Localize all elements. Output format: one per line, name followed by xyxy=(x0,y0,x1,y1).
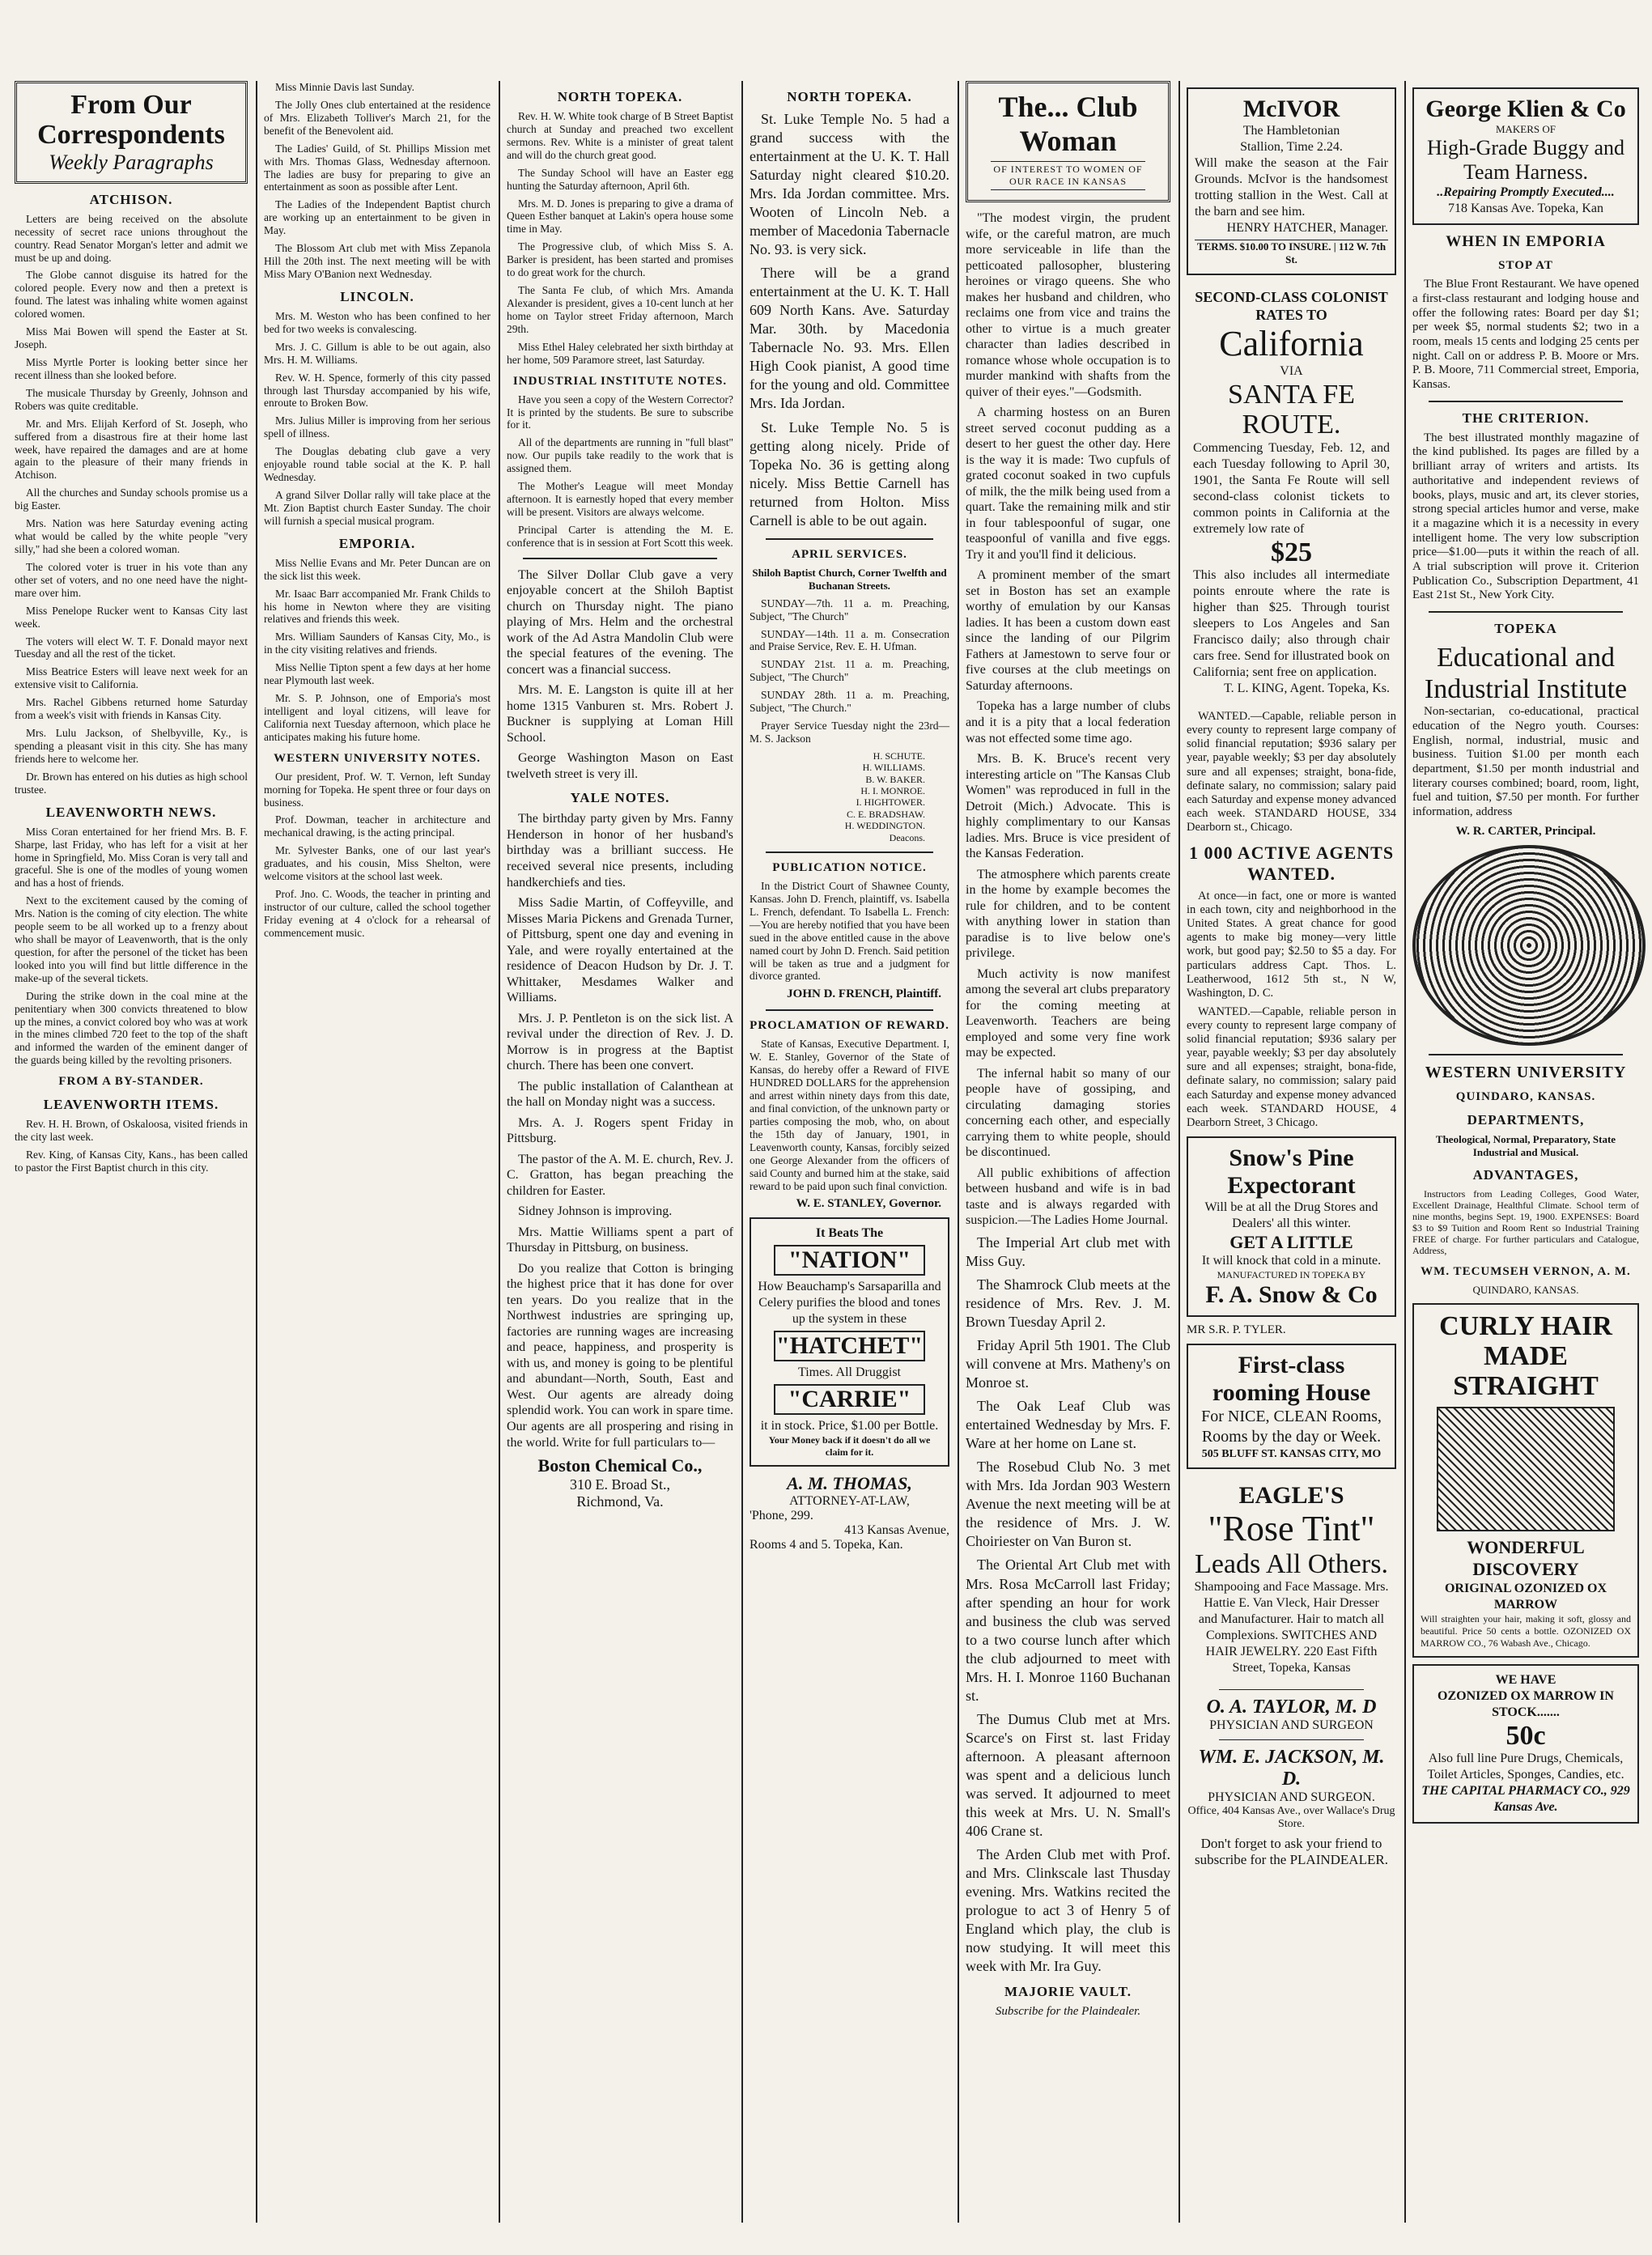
paragraph: The Globe cannot disguise its hatred for the colored people. Every now and then a pretext is found. The latest was inhaling white women against colored women. xyxy=(15,269,248,321)
ad-box-nation: "NATION" xyxy=(774,1245,925,1276)
divider xyxy=(1429,1054,1623,1055)
section-heading: LEAVENWORTH ITEMS. xyxy=(43,1097,219,1113)
paragraph: The Santa Fe club, of which Mrs. Amanda Alexander is president, gives a 10-cent lunch at her home on Taylor street Friday afternoon, March 29th. xyxy=(507,284,733,335)
paragraph: The musicale Thursday by Greenly, Johnson and Robers was quite creditable. xyxy=(15,386,248,412)
paragraph: Mrs. William Saunders of Kansas City, Mo., is in the city visiting relatives and friends. xyxy=(264,631,491,656)
paragraph: WANTED.—Capable, reliable person in every county to represent large company of solid financial reputation; $936 salary per year, payable weekly; $3 per day absolutely sure and all expenses; straight, bona-fide, definate salary, no commission; salary paid each Saturday and expense money advanced each week. STANDARD HOUSE, 334 Dearborn st., Chicago. xyxy=(1187,710,1396,834)
service-entry: SUNDAY 21st. 11 a. m. Preaching, Subject, "The Church" xyxy=(750,658,949,684)
paragraph: Rev. W. H. Spence, formerly of this city passed through last Thursday accompanied by his wife, enroute to Broken Bow. xyxy=(264,371,491,410)
divider xyxy=(523,558,717,559)
ad-line: OZONIZED OX MARROW IN STOCK....... xyxy=(1438,1688,1614,1719)
signoff: FROM A BY-STANDER. xyxy=(58,1075,204,1089)
service-entry: Prayer Service Tuesday night the 23rd—M. S. Jackson xyxy=(750,720,949,745)
snow-advertisement xyxy=(1187,1136,1396,1317)
institute-title: Educational and Industrial Institute xyxy=(1424,643,1628,705)
paragraph: Instructors from Leading Colleges, Good Water, Excellent Drainage, Healthful Climate. School term of nine months, begins Sept. 19, 1900. EXPENSES: Board $3 to $9 Tuition and Room Rent so Industrial Training FREE of charge. For further particulars and Catalogue, Address, xyxy=(1412,1187,1639,1257)
paragraph: The Ladies of the Independent Baptist church are working up an entertainment to be given in May. xyxy=(264,198,491,237)
ad-line: THE CAPITAL PHARMACY CO., 929 Kansas Ave. xyxy=(1421,1784,1630,1815)
paragraph: The Imperial Art club met with Miss Guy. xyxy=(966,1234,1170,1269)
divider xyxy=(766,1009,933,1011)
paragraph: The Oak Leaf Club was entertained Wednesday by Mrs. F. Ware at her home on Lane st. xyxy=(966,1398,1170,1452)
paragraph: George Washington Mason on East twelveth street is very ill. xyxy=(507,751,733,781)
paragraph: Mrs. Nation was here Saturday evening acting what would be called by the white people "very silly," had she been a colored woman. xyxy=(15,517,248,555)
portrait-image xyxy=(1437,1407,1615,1531)
paragraph: At once—in fact, one or more is wanted in each town, city and neighborhood in the United States. A great chance for good agents to make big money—very little work, but good pay; $2.50 to $5 a day. For particulars address Capt. Thos. L. Leatherwood, 1612 5th st., N W, Washington, D. C. xyxy=(1187,890,1396,1000)
deacon-name: H. SCHUTE. xyxy=(873,750,925,762)
ad-title: McIVOR xyxy=(1242,96,1340,122)
attorney-rooms: Rooms 4 and 5. Topeka, Kan. xyxy=(750,1538,903,1552)
ad-line: MR S.R. P. TYLER. xyxy=(1187,1323,1286,1336)
ad-title: CURLY HAIR MADE STRAIGHT xyxy=(1439,1310,1612,1402)
paragraph: The Rosebud Club No. 3 met with Mrs. Ida Jordan 903 Western Avenue the next meeting will be at the residence of Mrs. J. W. Choiriester on Van Buron st. xyxy=(966,1459,1170,1550)
paragraph: Mrs. Rachel Gibbens returned home Saturday from a week's visit with friends in Kansas City. xyxy=(15,696,248,722)
rooming-advertisement xyxy=(1187,1344,1396,1470)
section-heading: STOP AT xyxy=(1498,259,1553,273)
ad-price: 50c xyxy=(1505,1720,1546,1751)
ad-line: Will make the season at the Fair Grounds. McIvor is the handsomest trotting stallion in the West. Call at the barn and see him. xyxy=(1195,156,1388,219)
divider xyxy=(766,538,933,540)
ad-line: GET A LITTLE xyxy=(1229,1231,1353,1252)
ad-box-hatchet: "HATCHET" xyxy=(774,1331,925,1361)
ad-title: F. A. Snow & Co xyxy=(1205,1280,1378,1308)
paragraph: Miss Ethel Haley celebrated her sixth birthday at her home, 509 Paramore street, last Saturday. xyxy=(507,340,733,366)
paragraph: Rev. H. H. Brown, of Oskaloosa, visited friends in the city last week. xyxy=(15,1118,248,1144)
divider xyxy=(1429,611,1623,613)
club-woman-subtitle: OF INTEREST TO WOMEN OF OUR RACE IN KANSAS xyxy=(991,161,1145,190)
service-entry: SUNDAY 28th. 11 a. m. Preaching, Subject, "The Church." xyxy=(750,689,949,715)
paragraph: WANTED.—Capable, reliable person in every county to represent large company of solid financial reputation; $936 salary per year, payable weekly; $3 per day absolutely sure and all expenses; straight, bona-fide, definate salary, no commission; salary paid each Saturday and expense money advanced each week. STANDARD HOUSE, 4 Dearborn Street, 3 Chicago. xyxy=(1187,1004,1396,1129)
section-heading: NORTH TOPEKA. xyxy=(787,89,912,104)
divider xyxy=(1219,1739,1364,1740)
paragraph: Rev. King, of Kansas City, Kans., has been called to pastor the First Baptist church in this city. xyxy=(15,1149,248,1174)
ad-line: ..Repairing Promptly Executed.... xyxy=(1437,185,1615,200)
paragraph: Letters are being received on the absolute necessity of secret race unions throughout the country. Read Senator Morgan's letter and admit we must be up and doing. xyxy=(15,212,248,264)
paragraph: Miss Beatrice Esters will leave next week for an extensive visit to California. xyxy=(15,665,248,691)
paragraph: The Arden Club met with Prof. and Mrs. Clinkscale last Thusday evening. Mrs. Watkins recited the prologue to act 3 of Henry 5 of England which play, the club is now studying. It will meet this week with Mr. Ira Guy. xyxy=(966,1845,1170,1975)
paragraph: St. Luke Temple No. 5 is getting along nicely. Pride of Topeka No. 36 is getting along nicely. Miss Bettie Carnell has returned from Holton. Miss Carnell is able to be out again. xyxy=(750,418,949,529)
paragraph: Do you realize that Cotton is bringing the highest price that it has done for over ten years. Do you realize that in the Northwest industries are springing up, factories are running wages are increasing and peace, happiness, and prosperity is with us, and money is going to be plentiful and abundant—North, South, East and West. Our agents are already doing splendid work. You can work in spare time. Our agents are all prospering and rising in the world. Write for full particulars to— xyxy=(507,1261,733,1450)
ad-line: it in stock. Price, $1.00 per Bottle. xyxy=(760,1419,939,1433)
ad-line: Times. All Druggist xyxy=(798,1365,901,1380)
paragraph: Our president, Prof. W. T. Vernon, left Sunday morning for Topeka. He spent three or four days on business. xyxy=(264,770,491,809)
paragraph: Prof. Dowman, teacher in architecture and mechanical drawing, is the acting principal. xyxy=(264,813,491,839)
section-heading: WHEN IN EMPORIA xyxy=(1446,233,1606,251)
ad-line: VIA xyxy=(1280,363,1303,378)
attorney-phone: 'Phone, 299. xyxy=(750,1509,813,1523)
institute-principal: W. R. CARTER, Principal. xyxy=(1455,824,1596,838)
ad-line: Will straighten your hair, making it soft, glossy and beautiful. Price 50 cents a bottle. OZONIZED OX MARROW CO., 76 Wabash Ave., Chicago. xyxy=(1421,1612,1631,1649)
section-heading: WM. TECUMSEH VERNON, A. M. xyxy=(1421,1264,1631,1278)
deacon-name: I. HIGHTOWER. xyxy=(856,796,925,809)
section-heading: APRIL SERVICES. xyxy=(792,547,907,561)
ad-line: Leads All Others. xyxy=(1195,1548,1388,1579)
divider xyxy=(1219,1689,1364,1690)
rose-tint-advertisement xyxy=(1187,1476,1396,1683)
nation-advertisement xyxy=(750,1217,949,1467)
section-heading: WESTERN UNIVERSITY NOTES. xyxy=(274,751,481,765)
paragraph: All the churches and Sunday schools promise us a big Easter. xyxy=(15,486,248,512)
paragraph: The colored voter is truer in his vote than any other set of voters, and no one need have the night-mare over him. xyxy=(15,560,248,599)
section-heading: ATCHISON. xyxy=(89,191,173,207)
paragraph: Mrs. M. Weston who has been confined to her bed for two weeks is convalescing. xyxy=(264,309,491,335)
deacon-name: Deacons. xyxy=(889,831,925,843)
column-3 xyxy=(500,81,740,2223)
paragraph: Sidney Johnson is improving. xyxy=(518,1204,673,1219)
column-6 xyxy=(1180,81,1403,2223)
section-heading: LINCOLN. xyxy=(340,288,414,304)
paragraph: The best illustrated monthly magazine of the kind published. Its pages are filled by a brilliant array of writers and artists. Its authoritative and independent reviews of books, plays, music and art, its clever stories, strong special articles humor and verse, make it a magazine which it is a necessity in every intelligent home. The very low subscription price—$1.00—puts it within the reach of all. A trial subscription will prove it. Criterion Publication Co., Subscription Department, 41 East 21st St., New York City. xyxy=(1412,431,1639,602)
ad-title: George Klien & Co xyxy=(1425,96,1626,122)
column-5 xyxy=(959,81,1177,2223)
column-7 xyxy=(1406,81,1646,2223)
ad-line: Shampooing and Face Massage. Mrs. Hattie E. Van Vleck, Hair Dresser and Manufacturer. Hair to match all Complexions. SWITCHES AND HAIR JEWELRY. 220 East Fifth Street, Topeka, Kansas xyxy=(1194,1580,1389,1675)
ad-line: 505 BLUFF ST. KANSAS CITY, MO xyxy=(1201,1447,1382,1460)
paragraph: Prof. Jno. C. Woods, the teacher in printing and instructor of our culture, called the school together Friday evening at 4 o'clock for a rehearsal of commencement music. xyxy=(264,888,491,939)
paragraph: The Blossom Art club met with Miss Zepanola Hill the 20th inst. The next meeting will be with Miss Mary O'Banion next Wednesday. xyxy=(264,242,491,280)
section-heading: PUBLICATION NOTICE. xyxy=(772,861,927,875)
ad-line: HENRY HATCHER, Manager. xyxy=(1226,221,1388,235)
club-woman-header xyxy=(966,81,1170,202)
paragraph: The voters will elect W. T. F. Donald mayor next Tuesday and all the rest of the ticket. xyxy=(15,635,248,660)
paragraph: The birthday party given by Mrs. Fanny Henderson in honor of her husband's birthday was a brilliant success. He received several nice presents, including handkerchiefs and ties. xyxy=(507,812,733,890)
section-heading: ADVANTAGES, xyxy=(1472,1166,1579,1183)
service-entry: SUNDAY—7th. 11 a. m. Preaching, Subject, "The Church" xyxy=(750,597,949,622)
ad-title: Snow's Pine Expectorant xyxy=(1227,1144,1356,1199)
paragraph: The Silver Dollar Club gave a very enjoyable concert at the Shiloh Baptist church on Thursday night. The piano playing of Mrs. Helm and the orchestral work of the Ad Astra Mandolin Club were the special features of the evening. The concert was a financial success. xyxy=(507,567,733,677)
paragraph: The Jolly Ones club entertained at the residence of Mrs. Elizabeth Tolliver's March 21, for the benefit of the Benevolent aid. xyxy=(264,98,491,137)
paragraph: The atmosphere which parents create in the home by example becomes the rule for children, and to be content with anything lower in station than paradise is to live below one's privilege. xyxy=(966,867,1170,961)
paragraph: Miss Coran entertained for her friend Mrs. B. F. Sharpe, last Friday, who has left for a visit at her home in Springfield, Mo. Miss Coran is very tall and graceful. She is one of the modles of young women and has a host of friends. xyxy=(15,825,248,890)
ad-line: How Beauchamp's Sarsaparilla and Celery purifies the blood and tones up the system in these xyxy=(758,1280,941,1327)
paragraph: The Douglas debating club gave a very enjoyable round table social at the K. P. hall Wednesday. xyxy=(264,445,491,484)
paragraph: Miss Myrtle Porter is looking better since her recent illness than she looked before. xyxy=(15,356,248,381)
section-heading: DEPARTMENTS, xyxy=(1467,1111,1585,1128)
ad-title: "Rose Tint" xyxy=(1208,1509,1375,1549)
ad-line: It Beats The xyxy=(815,1226,884,1241)
paragraph: Miss Nellie Evans and Mr. Peter Duncan are on the sick list this week. xyxy=(264,556,491,582)
deacon-name: C. E. BRADSHAW. xyxy=(847,808,925,820)
ad-line: T. L. KING, Agent. Topeka, Ks. xyxy=(1224,682,1390,696)
section-heading: WESTERN UNIVERSITY xyxy=(1425,1063,1627,1081)
paragraph: Mrs. J. P. Pentleton is on the sick list. A revival under the direction of Rev. J. D. Morrow is in progress at the Baptist church. There has been one convert. xyxy=(507,1011,733,1073)
doctor-office: Office, 404 Kansas Ave., over Wallace's Drug Store. xyxy=(1187,1805,1395,1831)
paragraph: The Mother's League will meet Monday afternoon. It is earnestly hoped that every member will be present. Visitors are always welcome. xyxy=(507,480,733,518)
paragraph: The Progressive club, of which Miss S. A. Barker is president, has been started and promises to do great work for the church. xyxy=(507,240,733,279)
ad-title: California xyxy=(1219,323,1364,363)
klien-advertisement xyxy=(1412,87,1639,225)
ad-line: SECOND-CLASS COLONIST RATES TO xyxy=(1195,288,1388,323)
proclamation-signature: W. E. STANLEY, Governor. xyxy=(796,1197,941,1211)
paragraph: Mrs. A. J. Rogers spent Friday in Pittsburg. xyxy=(507,1115,733,1146)
divider xyxy=(766,851,933,853)
paragraph: QUINDARO, KANSAS. xyxy=(1472,1283,1579,1296)
paragraph: A prominent member of the smart set in Boston has set an example worthy of emulation by our Kansas ladies. It has been a custom down east since the landing of our Pilgrim Fathers at Jamestown to serve four or five courses at the club meetings on Saturday afternoons. xyxy=(966,568,1170,693)
company-seal-image xyxy=(1412,845,1646,1046)
section-heading: 1 000 ACTIVE AGENTS WANTED. xyxy=(1188,843,1395,885)
ad-box-carrie: "CARRIE" xyxy=(774,1384,925,1415)
services-location: Shiloh Baptist Church, Corner Twelfth and Buchanan Streets. xyxy=(752,566,947,592)
deacon-name: B. W. BAKER. xyxy=(865,773,925,785)
deacons-list xyxy=(750,750,925,843)
ad-title: First-class rooming House xyxy=(1212,1351,1371,1406)
ad-line: WE HAVE xyxy=(1495,1672,1556,1687)
column-2 xyxy=(257,81,497,2223)
ad-line: Your Money back if it doesn't do all we claim for it. xyxy=(768,1434,931,1459)
ad-line: 718 Kansas Ave. Topeka, Kan xyxy=(1447,202,1604,216)
paragraph: The Shamrock Club meets at the residence of Mrs. Rev. J. M. Brown Tuesday April 2. xyxy=(966,1276,1170,1331)
paragraph: Miss Mai Bowen will spend the Easter at St. Joseph. xyxy=(15,325,248,351)
paragraph: During the strike down in the coal mine at the penitentiary when 300 convicts threatened to blow up the mines, a convict colored boy who was at work in the mines climbed 720 feet to the top of the shaft and informed the warden of the eminent danger of the guards being killed by the revolting prisoners. xyxy=(15,989,248,1067)
service-entry: SUNDAY—14th. 11 a. m. Consecration and Praise Service, Rev. E. H. Ufman. xyxy=(750,627,949,653)
paragraph: Mr. and Mrs. Elijah Kerford of St. Joseph, who suffered from a disastrous fire at their home last week, have repaired the damages and are at home again to the pleasure of their many friends in Atchison. xyxy=(15,417,248,482)
notice-signature: JOHN D. FRENCH, Plaintiff. xyxy=(787,987,941,1001)
paragraph: Mrs. Lulu Jackson, of Shelbyville, Ky., is spending a pleasant visit in this city. She has many friends here to welcome her. xyxy=(15,727,248,765)
ad-line: WONDERFUL DISCOVERY xyxy=(1467,1536,1585,1580)
advertiser-city: Richmond, Va. xyxy=(576,1493,664,1510)
divider xyxy=(1429,401,1623,402)
section-heading: EMPORIA. xyxy=(338,535,416,551)
paragraph: Mrs. M. D. Jones is preparing to give a drama of Queen Esther banquet at Lakin's opera house some time in May. xyxy=(507,197,733,236)
section-heading: PROCLAMATION OF REWARD. xyxy=(750,1019,949,1033)
paragraph: The Ladies' Guild, of St. Phillips Mission met with Mrs. Thomas Glass, Wednesday afternoon. The ladies are busy for preparing to give an entertainment as soon as possible after Lent. xyxy=(264,142,491,193)
ad-price: $25 xyxy=(1271,537,1312,567)
paragraph: Dr. Brown has entered on his duties as high school trustee. xyxy=(15,770,248,796)
paragraph: Mr. Isaac Barr accompanied Mr. Frank Childs to his home in Newton where they are visiting relatives and friends this week. xyxy=(264,587,491,626)
deacon-name: H. WEDDINGTON. xyxy=(844,820,925,832)
paragraph: Principal Carter is attending the M. E. conference that is in session at Fort Scott this week. xyxy=(507,523,733,549)
attorney-title: ATTORNEY-AT-LAW, xyxy=(789,1494,910,1509)
paragraph: Miss Penelope Rucker went to Kansas City last week. xyxy=(15,604,248,630)
ad-line: MAKERS OF xyxy=(1495,123,1556,135)
paragraph: Have you seen a copy of the Western Corrector? It is printed by the students. Be sure to subscribe for it. xyxy=(507,393,733,431)
paragraph: The infernal habit so many of our people have of gossiping, and circulating damaging stories concerning each other, and especially carrying them to white people, should be discontinued. xyxy=(966,1066,1170,1160)
ad-line: Also full line Pure Drugs, Chemicals, Toilet Articles, Sponges, Candies, etc. xyxy=(1427,1752,1624,1782)
pharmacy-advertisement xyxy=(1412,1664,1639,1824)
ad-line: High-Grade Buggy and Team Harness. xyxy=(1426,136,1625,185)
paragraph: Much activity is now manifest among the several art clubs preparatory for the coming meeting at Leavenworth. Teachers are being employed and some very fine work may be expected. xyxy=(966,966,1170,1060)
club-woman-title: The... Club Woman xyxy=(998,91,1138,157)
paragraph: St. Luke Temple No. 5 had a grand success with the entertainment at the U. K. T. Hall Saturday night cleared $10.20. Mrs. Ida Jordan committee. Mrs. Wooten of Lincoln Neb. a member of Macedonia Tabernacle No. 93. is very sick. xyxy=(750,111,949,258)
ad-line: ORIGINAL OZONIZED OX MARROW xyxy=(1444,1581,1607,1612)
paragraph: The Blue Front Restaurant. We have opened a first-class restaurant and lodging house and offer the following rates: Board per day $1; per week $5, normal students $2; two in a room, meals 15 cents and lodging 25 cents per night. Call on or address P. B. Moore or Mrs. P. B. Moore, 711 Commercial street, Emporia, Kansas. xyxy=(1412,278,1639,392)
attorney-address: 413 Kansas Avenue, xyxy=(844,1523,949,1538)
advertiser-address: 310 E. Broad St., xyxy=(570,1476,670,1493)
advertiser-name: Boston Chemical Co., xyxy=(537,1455,703,1476)
paragraph: State of Kansas, Executive Department. I, W. E. Stanley, Governor of the State of Kansas, do hereby offer a Reward of FIVE HUNDRED DOLLARS for the apprehension and arrest within ninety days from this date, and final conviction, of the unknown party or parties composing the mob, who, on about the 15th day of January, 1901, in Leavenworth county, Kansas, forcibly seized one George Alexander from the officers of said County and burned him at the stake, said reward to be paid upon such final conviction. xyxy=(750,1038,949,1192)
section-heading: YALE NOTES. xyxy=(570,790,670,806)
santa-fe-advertisement xyxy=(1187,282,1396,704)
paragraph: Rev. H. W. White took charge of B Street Baptist church at Sunday and preached two excellent sermons. Rev. White is a minister of great talent and will do the church great good. xyxy=(507,110,733,161)
doctor-title: PHYSICIAN AND SURGEON. xyxy=(1208,1790,1375,1805)
paragraph: Mrs. Mattie Williams spent a part of Thursday in Pittsburg, on business. xyxy=(507,1225,733,1255)
paragraph: Mrs. M. E. Langston is quite ill at her home 1315 Vanburen st. Mrs. Robert J. Buckner is supplying at Loman Hill School. xyxy=(507,683,733,745)
ad-line: Stallion, Time 2.24. xyxy=(1240,140,1343,154)
column-signature: MAJORIE VAULT. xyxy=(1004,1984,1132,2000)
column-4 xyxy=(743,81,956,2223)
paragraph: A charming hostess on an Buren street served coconut pudding as a desert to her guest the other day. Here is the way it is made: Two cupfuls of grated coconut soaked in two cupfuls of milk, the the milk being used from a quart. Take the remaining milk and stir in four tablespoonful of sugar, one teaspoonful of vanilla and five eggs. Try it and you'll find it delicious. xyxy=(966,406,1170,562)
section-heading: NORTH TOPEKA. xyxy=(557,89,683,104)
paragraph: Mr. Sylvester Banks, one of our last year's graduates, and his cousin, Miss Shelton, were welcome visitors at the school last week. xyxy=(264,844,491,883)
deacon-name: H. WILLIAMS. xyxy=(862,762,925,774)
paragraph: The Sunday School will have an Easter egg hunting the Saturday afternoon, April 6th. xyxy=(507,166,733,192)
mcivor-advertisement xyxy=(1187,87,1396,275)
section-heading: LEAVENWORTH NEWS. xyxy=(45,804,217,820)
paragraph: In the District Court of Shawnee County, Kansas. John D. French, plaintiff, vs. Isabella L. French, defendant. To Isabella L. French:—You are hereby notified that you have been sued in the above entitled cause in the above named court by John D. French. Said petition will be taken as true and a judgment for divorce granted. xyxy=(750,880,949,983)
paragraph: Mrs. J. C. Gillum is able to be out again, also Mrs. H. M. Williams. xyxy=(264,340,491,366)
ad-line: MANUFACTURED IN TOPEKA BY xyxy=(1217,1268,1366,1280)
curly-hair-advertisement xyxy=(1412,1303,1639,1658)
paragraph: Next to the excitement caused by the coming of Mrs. Nation is the coming of city election. The white people seem to be all worked up to a frenzy about who shall be mayor of Leavenworth, that is the only question, for after the personel of the ticket has been looked into you will find but little difference in the make-up of the several tickets. xyxy=(15,894,248,984)
paragraph: Mrs. B. K. Bruce's recent very interesting article on "The Kansas Club Women" was reproduced in full in the Detroit (Mich.) Advocate. This is highly complimentary to our Kansas ladies. Mrs. Bruce is vice president of the Kansas Federation. xyxy=(966,752,1170,861)
paragraph: A grand Silver Dollar rally will take place at the Mt. Zion Baptist church Easter Sunday. The choir will furnish a special musical program. xyxy=(264,488,491,527)
ad-line: TERMS. $10.00 TO INSURE. | 112 W. 7th St. xyxy=(1195,240,1388,267)
ad-line: The Hambletonian xyxy=(1242,124,1340,138)
column-1 xyxy=(8,81,254,2223)
ad-line: Commencing Tuesday, Feb. 12, and each Tuesday following to April 30, 1901, the Santa Fe Route will sell second-class colonist tickets to common points in California at the extremely low rate of xyxy=(1193,440,1390,536)
doctor-name: O. A. TAYLOR, M. D xyxy=(1206,1697,1377,1718)
correspondents-header xyxy=(15,81,248,184)
doctor-title: PHYSICIAN AND SURGEON xyxy=(1209,1718,1374,1733)
paragraph: Mrs. Julius Miller is improving from her serious spell of illness. xyxy=(264,414,491,440)
section-heading: THE CRITERION. xyxy=(1462,410,1590,426)
ad-title: SANTA FE ROUTE. xyxy=(1228,379,1355,440)
page-subtitle: Weekly Paragraphs xyxy=(49,150,214,174)
doctor-name: WM. E. JACKSON, M. D. xyxy=(1198,1747,1385,1790)
subscribe-note: Subscribe for the Plaindealer. xyxy=(995,2005,1141,2019)
section-heading: QUINDARO, KANSAS. xyxy=(1455,1089,1596,1103)
paragraph: Non-sectarian, co-educational, practical education of the Negro youth. Courses: English, normal, industrial, music and business. Tuition $1.00 per month each department, $1.50 per month industrial and literary courses combined; board, room, light, fuel and tuition, $7.50 per month. For further information, address xyxy=(1412,705,1639,818)
deacon-name: H. I. MONROE. xyxy=(860,785,925,797)
paragraph: All of the departments are running in "full blast" now. Our pupils take readily to the work that is assigned them. xyxy=(507,436,733,475)
paragraph: Miss Sadie Martin, of Coffeyville, and Misses Maria Pickens and Grenada Turner, of Pittsburg, spent one day and evening in Yale, and were royally entertained at the residence of Deacon Hudson by Dr. J. T. Whittaker, Mesdames Walker and Williams. xyxy=(507,896,733,1005)
paragraph: "The modest virgin, the prudent wife, or the careful matron, are much more serviceable in life than the petticoated pallosopher, blustering heroines or virago queens. She who makes her husband and children, who reclaims one from vice and trains the other to virtue is a much greater character than ladies described in romance whose whole occupation is to murder mankind with shafts from the quiver of their eyes."—Godsmith. xyxy=(966,211,1170,399)
paragraph: Miss Minnie Davis last Sunday. xyxy=(275,81,414,93)
section-heading: TOPEKA xyxy=(1494,621,1557,636)
ad-line: It will knock that cold in a minute. xyxy=(1201,1253,1382,1268)
paragraph: The public installation of Calanthean at the hall on Monday night was a success. xyxy=(507,1079,733,1110)
paragraph: All public exhibitions of affection between husband and wife is in bad taste and is always regarded with suspicion.—The Ladies Home Journal. xyxy=(966,1166,1170,1228)
ad-line: Will be at all the Drug Stores and Dealers' all this winter. xyxy=(1204,1200,1378,1230)
paragraph: The Dumus Club met at Mrs. Scarce's on First st. last Friday afternoon. A pleasant afternoon was spent and a delicious lunch was served. It adjourned to meet this week at Mrs. U. N. Small's 406 Crane st. xyxy=(966,1710,1170,1839)
section-heading: INDUSTRIAL INSTITUTE NOTES. xyxy=(512,374,728,388)
paragraph: Miss Nellie Tipton spent a few days at her home near Plymouth last week. xyxy=(264,661,491,687)
paragraph: The pastor of the A. M. E. church, Rev. J. C. Gratton, has began preaching the children for Easter. xyxy=(507,1152,734,1198)
paragraph: Topeka has a large number of clubs and it is a pity that a local federation was not effected some time ago. xyxy=(966,699,1170,745)
attorney-name: A. M. THOMAS, xyxy=(787,1473,912,1494)
paragraph: Friday April 5th 1901. The Club will convene at Mrs. Matheny's on Monroe st. xyxy=(966,1337,1170,1391)
ad-line: For NICE, CLEAN Rooms, Rooms by the day or Week. xyxy=(1201,1407,1382,1446)
ad-line: EAGLE'S xyxy=(1238,1482,1344,1510)
paragraph: Mr. S. P. Johnson, one of Emporia's most intelligent and loyal citizens, will leave for California next Tuesday afternoon, which place he anticipates making his future home. xyxy=(264,692,491,743)
paragraph: The Oriental Art Club met with Mrs. Rosa McCarroll last Friday; after spending an hour for work and business the club was served to a two course lunch after which the club adjourned to meet with Mrs. H. I. Monroe 1160 Buchanan st. xyxy=(966,1556,1170,1704)
subscribe-note: Don't forget to ask your friend to subscribe for the PLAINDEALER. xyxy=(1195,1836,1388,1868)
paragraph: There will be a grand entertainment at the U. K. T. Hall 609 North Kans. Ave. Saturday Mar. 30th. by Macedonia Tabernacle No. 93. Mrs. Ellen High Cook pianist, A good time for the young and old. Committee Mrs. Ida Jordan. xyxy=(750,265,949,412)
page-title: From Our Correspondents xyxy=(37,90,225,151)
paragraph: Theological, Normal, Preparatory, State Industrial and Musical. xyxy=(1435,1132,1616,1158)
ad-line: This also includes all intermediate points enroute where the rate is higher than $25. Through tourist sleepers to Los Angeles and San Francisco daily; also through chair cars free. Send for illustrated book on California; sent free on application. xyxy=(1193,568,1390,680)
